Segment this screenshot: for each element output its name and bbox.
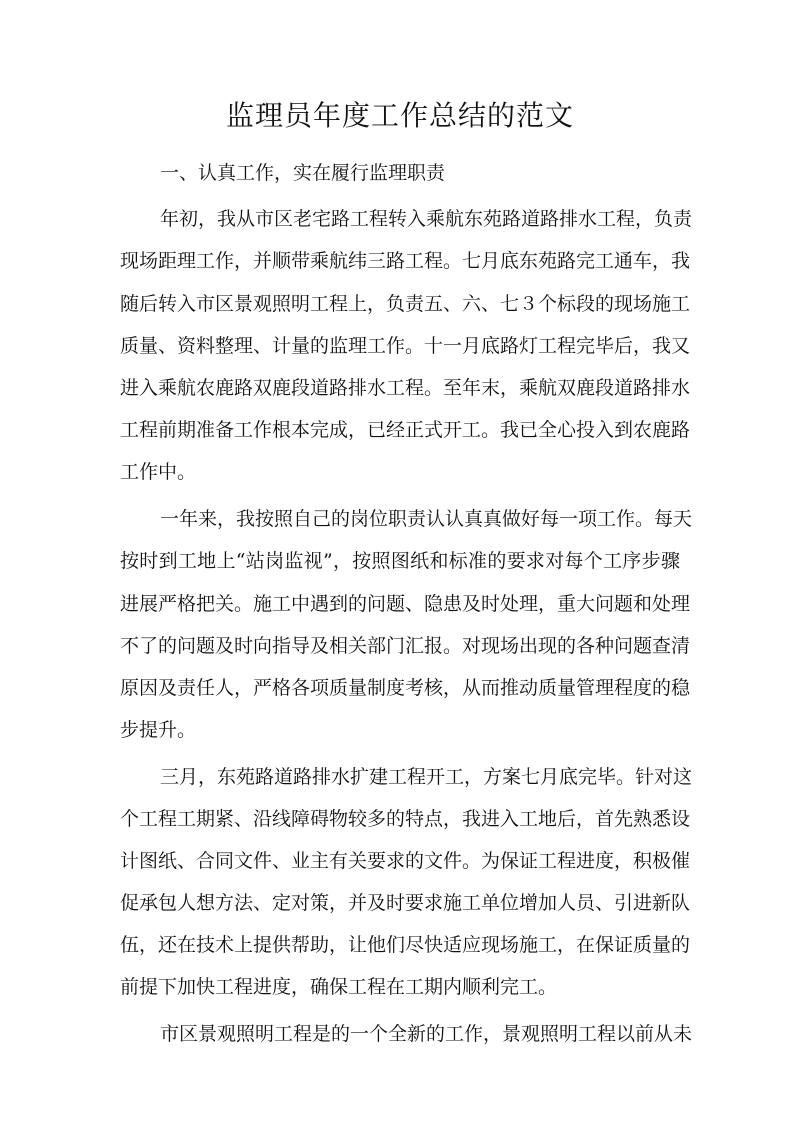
paragraph-line: 进入乘航农鹿路双鹿段道路排水工程。至年末，乘航双鹿段道路排水 [120, 377, 691, 399]
paragraph-line: 促承包人想方法、定对策，并及时要求施工单位增加人员、引进新队 [120, 892, 691, 914]
paragraph-line: 计图纸、合同文件、业主有关要求的文件。为保证工程进度，积极催 [120, 850, 691, 872]
paragraph-line: 年初，我从市区老宅路工程转入乘航东苑路道路排水工程，负责 [160, 208, 693, 230]
page-title: 监理员年度工作总结的范文 [225, 99, 574, 132]
paragraph-line: 步提升。 [120, 719, 197, 741]
paragraph-line: 现场距理工作，并顺带乘航纬三路工程。七月底东苑路完工通车，我 [120, 250, 691, 272]
paragraph-line: 不了的问题及时向指导及相关部门汇报。对现场出现的各种问题查清 [120, 635, 691, 657]
paragraph-line: 按时到工地上“站岗监视”，按照图纸和标准的要求对每个工序步骤 [120, 550, 680, 572]
paragraph-line: 进展严格把关。施工中遇到的问题、隐患及时处理，重大问题和处理 [120, 593, 691, 615]
paragraph-line: 随后转入市区景观照明工程上，负责五、六、七３个标段的现场施工 [120, 293, 691, 315]
paragraph-line: 工程前期准备工作根本完成，已经正式开工。我已全心投入到农鹿路 [120, 419, 691, 441]
paragraph-line: 三月，东苑路道路排水扩建工程开工，方案七月底完毕。针对这 [160, 766, 693, 788]
paragraph-line: 工作中。 [120, 461, 197, 483]
document-page [120, 0, 693, 1130]
paragraph-line: 原因及责任人，严格各项质量制度考核，从而推动质量管理程度的稳 [120, 677, 691, 699]
section-heading: 一、认真工作，实在履行监理职责 [160, 162, 446, 184]
paragraph-line: 前提下加快工程进度，确保工程在工期内顺利完工。 [120, 976, 558, 998]
paragraph-line: 个工程工期紧、沿线障碍物较多的特点，我进入工地后，首先熟悉设 [120, 808, 691, 830]
paragraph-line: 一年来，我按照自己的岗位职责认认真真做好每一项工作。每天 [160, 508, 693, 530]
paragraph-line: 伍，还在技术上提供帮助，让他们尽快适应现场施工，在保证质量的 [120, 934, 691, 956]
paragraph-line: 质量、资料整理、计量的监理工作。十一月底路灯工程完毕后，我又 [120, 335, 691, 357]
paragraph-line: 市区景观照明工程是的一个全新的工作，景观照明工程以前从未 [160, 1023, 693, 1045]
